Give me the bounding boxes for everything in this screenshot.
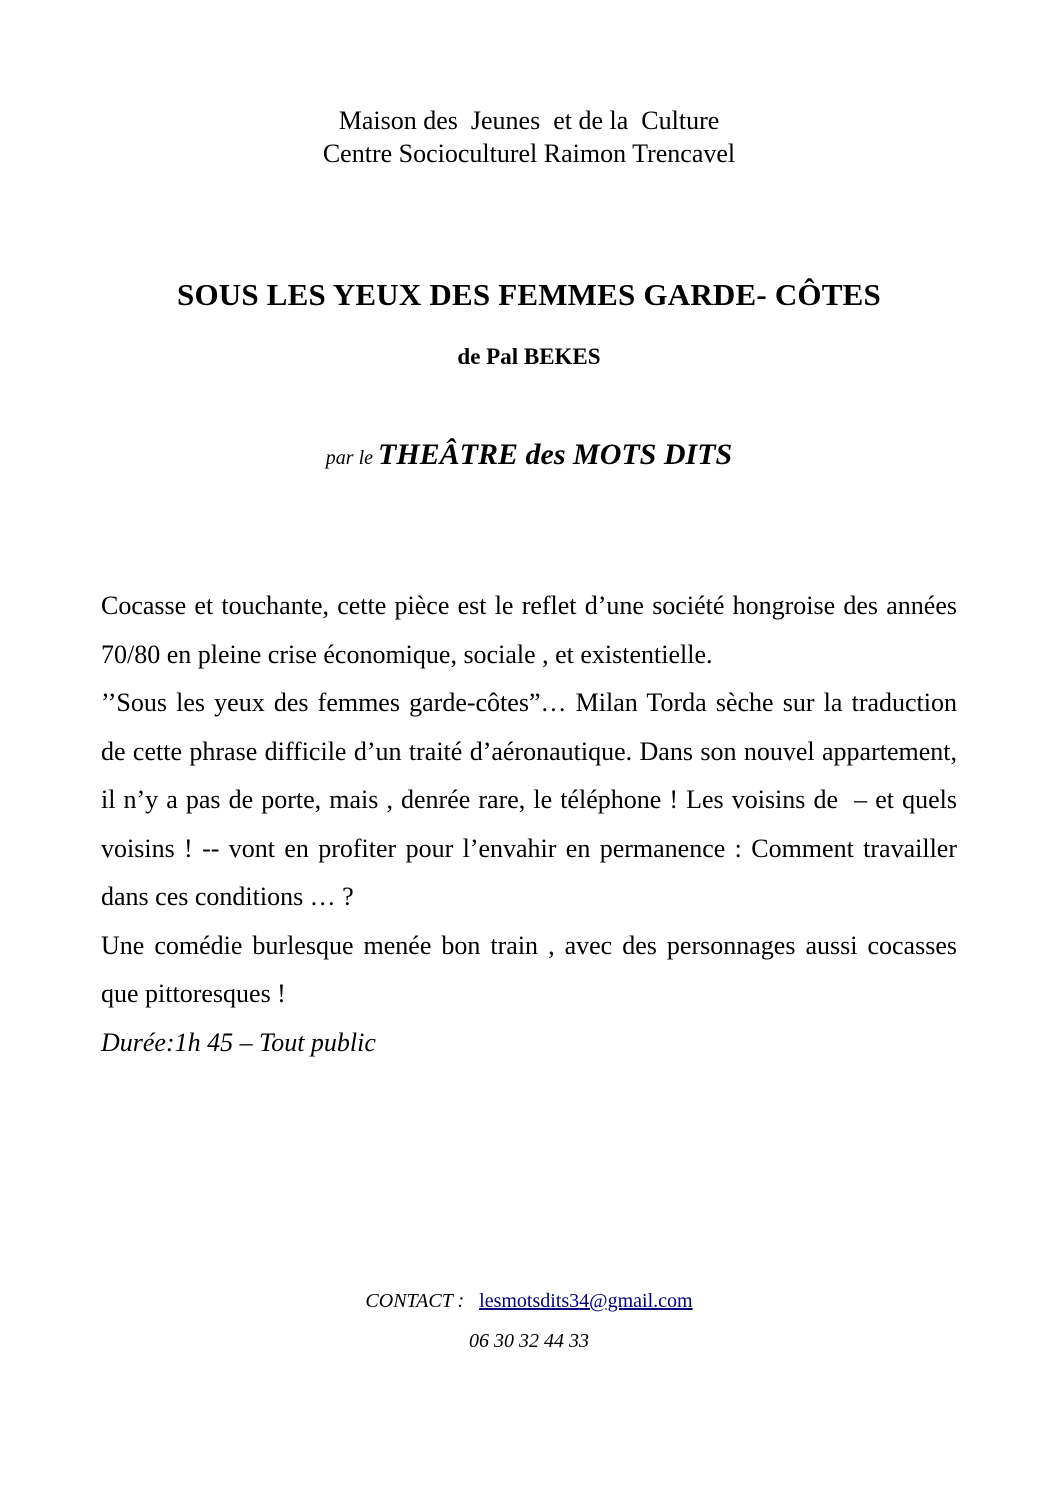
description-paragraph-2: ’’Sous les yeux des femmes garde-côtes”… Milan Torda sèche sur la traduction de cette phrase difficile d’un traité d’aéronautique. Dans son nouvel appartement, il n’y a pas de porte, mais , denrée rare, le téléphone ! Les voisins de – et quels voisins ! -- vont en profiter pour l’envahir en permanence : Comment travailler dans ces conditions … ? [101,688,964,911]
contact-line [0,1290,1058,1313]
description-paragraph-3: Une comédie burlesque menée bon train , avec des personnages aussi cocasses que pittoresques ! [101,930,957,1008]
company-name: THEÂTRE des MOTS DITS [378,438,733,471]
header-line-2: Centre Socioculturel Raimon Trencavel [322,139,736,168]
company-prefix: par le [325,447,378,469]
description-paragraph-1: Cocasse et touchante, cette pièce est le reflet d’une société hongroise des années 70/80 en pleine crise économique, sociale , et existentielle. [101,591,957,669]
play-title: SOUS LES YEUX DES FEMMES GARDE- CÔTES [177,277,881,312]
theatre-company [0,438,1058,472]
contact-label: CONTACT : [365,1290,465,1312]
contact-email-link[interactable]: lesmotsdits34@gmail.com [479,1290,693,1312]
play-author: de Pal BEKES [457,344,601,369]
header-line-1: Maison des Jeunes et de la Culture [338,106,720,135]
duration-info: Durée:1h 45 – Tout public [101,1027,376,1057]
contact-phone: 06 30 32 44 33 [469,1330,589,1352]
organization-header [0,104,1058,170]
description-body [101,582,964,1067]
